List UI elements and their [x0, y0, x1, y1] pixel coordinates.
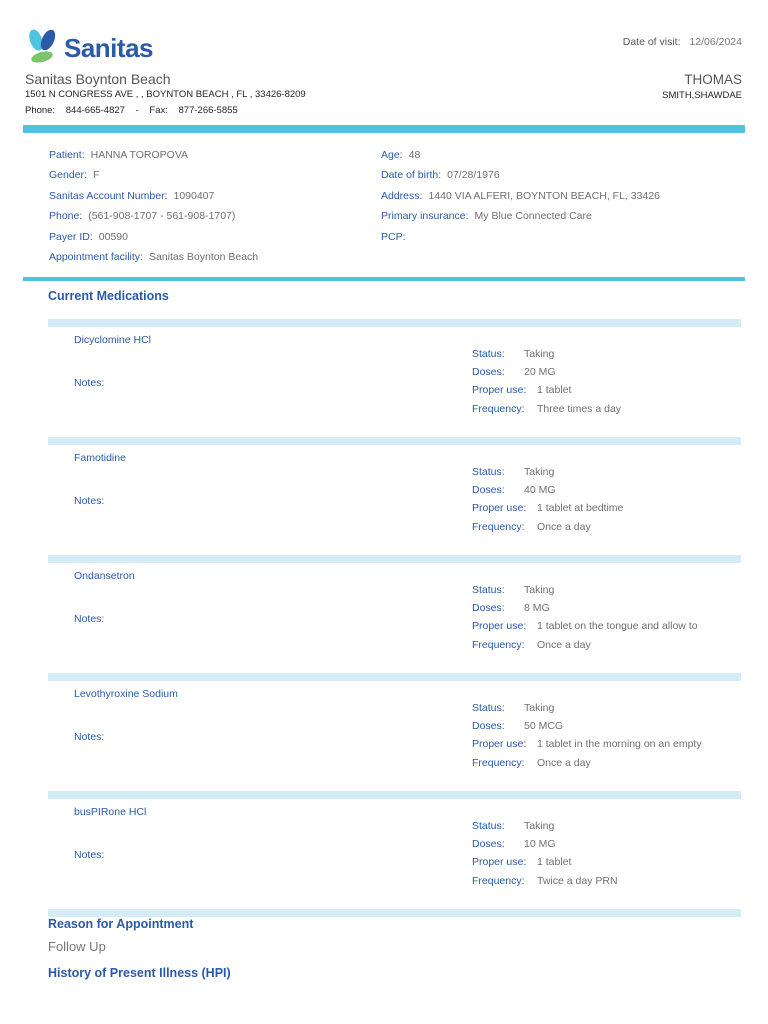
medication-notes-label: Notes: [74, 377, 105, 389]
medication-status-label: Status: [472, 466, 505, 478]
medication-name: busPIRone HCl [74, 806, 147, 818]
medication-frequency-value: Once a day [537, 520, 591, 533]
patient-field-value: 07/28/1976 [447, 169, 500, 182]
medication-proper-use-value: 1 tablet [537, 384, 572, 397]
hpi-heading: History of Present Illness (HPI) [48, 966, 231, 980]
patient-field-row [49, 190, 214, 202]
medication-status-row [472, 702, 554, 714]
medication-frequency-label: Frequency: [472, 520, 525, 533]
medication-band [48, 673, 741, 681]
medication-proper-use-label: Proper use: [472, 502, 527, 515]
medication-frequency-label: Frequency: [472, 874, 525, 887]
reason-value: Follow Up [48, 939, 106, 954]
patient-field-value: 48 [408, 149, 421, 161]
medication-proper-use-label: Proper use: [472, 384, 527, 397]
medication-frequency-value: Three times a day [537, 402, 622, 415]
clinic-fax: 877-266-5855 [178, 105, 238, 116]
patient-field-row [49, 231, 128, 243]
patient-divider [23, 277, 745, 281]
header-divider [23, 125, 745, 133]
medication-proper-use-row [472, 738, 702, 750]
clinic-address: 1501 N CONGRESS AVE , , BOYNTON BEACH , FL , 33426-8209 [25, 89, 306, 100]
medication-proper-use-value: 1 tablet on the tongue and allow to [537, 620, 698, 633]
visit-date: 12/06/2024 [689, 36, 742, 48]
patient-field-row [381, 149, 420, 161]
reason-heading: Reason for Appointment [48, 917, 194, 931]
patient-field-value: F [92, 169, 100, 182]
medication-band [48, 555, 741, 563]
medication-band [48, 791, 741, 799]
patient-field-value: 1440 VIA ALFERI, BOYNTON BEACH, FL, 33426 [428, 189, 660, 202]
patient-field-label: PCP: [381, 230, 406, 243]
medication-notes-label: Notes: [74, 495, 105, 507]
medication-band [48, 437, 741, 445]
medication-proper-use-value: 1 tablet in the morning on an empty [537, 738, 702, 751]
patient-field-row [49, 169, 99, 181]
medication-name: Famotidine [74, 452, 126, 464]
patient-field-row [381, 231, 412, 243]
patient-field-value: (561-908-1707 - 561-908-1707) [88, 210, 236, 223]
brand-name: Sanitas [64, 33, 153, 63]
medication-frequency-label: Frequency: [472, 402, 525, 415]
medication-status-row [472, 820, 554, 832]
patient-field-label: Patient: [49, 149, 85, 161]
medication-frequency-value: Twice a day PRN [537, 874, 618, 887]
medication-proper-use-row [472, 384, 571, 396]
medication-notes-label: Notes: [74, 849, 105, 861]
medication-status-row [472, 466, 554, 478]
patient-field-label: Gender: [49, 169, 87, 182]
patient-field-label: Appointment facility: [49, 251, 143, 263]
medication-doses-label: Doses: [472, 484, 505, 497]
medication-frequency-label: Frequency: [472, 638, 525, 651]
medication-notes-label: Notes: [74, 613, 105, 625]
provider-full-name: SMITH,SHAWDAE [662, 90, 742, 101]
medication-status-row [472, 584, 554, 596]
medication-frequency-row [472, 521, 591, 533]
medication-status-label: Status: [472, 584, 505, 596]
medication-proper-use-value: 1 tablet at bedtime [537, 502, 624, 515]
medication-frequency-value: Once a day [537, 638, 591, 651]
medication-doses-row [472, 720, 563, 732]
medication-proper-use-label: Proper use: [472, 620, 527, 633]
medication-name: Ondansetron [74, 570, 135, 582]
medication-status-value: Taking [524, 702, 555, 714]
medication-doses-row [472, 484, 556, 496]
medication-frequency-row [472, 639, 591, 651]
medication-doses-value: 50 MCG [524, 720, 564, 733]
medication-status-label: Status: [472, 348, 505, 360]
clinic-name: Sanitas Boynton Beach [25, 71, 171, 87]
medication-notes-label: Notes: [74, 731, 105, 743]
medication-proper-use-label: Proper use: [472, 738, 527, 751]
visit-date-row [623, 36, 742, 48]
patient-field-label: Payer ID: [49, 230, 93, 243]
patient-field-row [381, 210, 592, 222]
medication-status-label: Status: [472, 820, 505, 832]
patient-field-value: HANNA TOROPOVA [90, 149, 189, 161]
patient-field-label: Address: [381, 189, 423, 202]
medication-status-value: Taking [524, 584, 555, 596]
reason-band [48, 909, 741, 917]
patient-field-label: Phone: [49, 210, 83, 223]
patient-field-value: Sanitas Boynton Beach [148, 251, 259, 263]
medication-frequency-value: Once a day [537, 756, 591, 769]
medication-doses-value: 40 MG [524, 484, 556, 497]
medication-doses-row [472, 602, 550, 614]
current-medications-heading: Current Medications [48, 289, 169, 303]
medication-doses-value: 10 MG [524, 838, 556, 851]
medication-status-value: Taking [524, 348, 555, 360]
medication-status-value: Taking [524, 820, 555, 832]
medication-doses-label: Doses: [472, 720, 505, 733]
medication-band [48, 319, 741, 327]
medication-doses-value: 8 MG [524, 602, 550, 615]
medication-doses-label: Doses: [472, 366, 505, 379]
patient-field-value: My Blue Connected Care [474, 210, 592, 223]
phone-label: Phone: [25, 105, 56, 116]
medication-proper-use-label: Proper use: [472, 856, 527, 869]
medication-status-label: Status: [472, 702, 505, 714]
medication-proper-use-row [472, 502, 623, 514]
contact-separator: - [135, 105, 139, 116]
visit-date-label: Date of visit: [622, 36, 681, 48]
medication-proper-use-row [472, 620, 698, 632]
medication-doses-row [472, 366, 556, 378]
medication-frequency-row [472, 875, 618, 887]
medication-proper-use-row [472, 856, 571, 868]
clinic-phone: 844-665-4827 [65, 105, 125, 116]
medication-doses-row [472, 838, 556, 850]
medication-proper-use-value: 1 tablet [537, 856, 572, 869]
medication-status-value: Taking [524, 466, 555, 478]
patient-field-label: Date of birth: [381, 169, 442, 182]
patient-field-row [381, 190, 660, 202]
medication-frequency-row [472, 757, 591, 769]
patient-field-label: Sanitas Account Number: [49, 189, 168, 202]
medication-status-row [472, 348, 554, 360]
medication-frequency-row [472, 403, 621, 415]
medication-name: Levothyroxine Sodium [74, 688, 178, 700]
provider-last-name: THOMAS [684, 72, 742, 87]
fax-label: Fax: [149, 105, 168, 116]
medication-doses-label: Doses: [472, 838, 505, 851]
patient-field-row [49, 149, 188, 161]
patient-field-row [49, 210, 235, 222]
medication-doses-label: Doses: [472, 602, 505, 615]
patient-field-value: 00590 [98, 230, 128, 243]
patient-field-label: Age: [381, 149, 403, 161]
clinic-contact [25, 105, 246, 116]
medication-doses-value: 20 MG [524, 366, 556, 379]
medication-frequency-label: Frequency: [472, 756, 525, 769]
patient-field-value: 1090407 [173, 189, 215, 202]
patient-field-row [49, 251, 258, 263]
patient-field-label: Primary insurance: [381, 210, 469, 223]
medication-name: Dicyclomine HCl [74, 334, 152, 346]
patient-field-row [381, 169, 500, 181]
